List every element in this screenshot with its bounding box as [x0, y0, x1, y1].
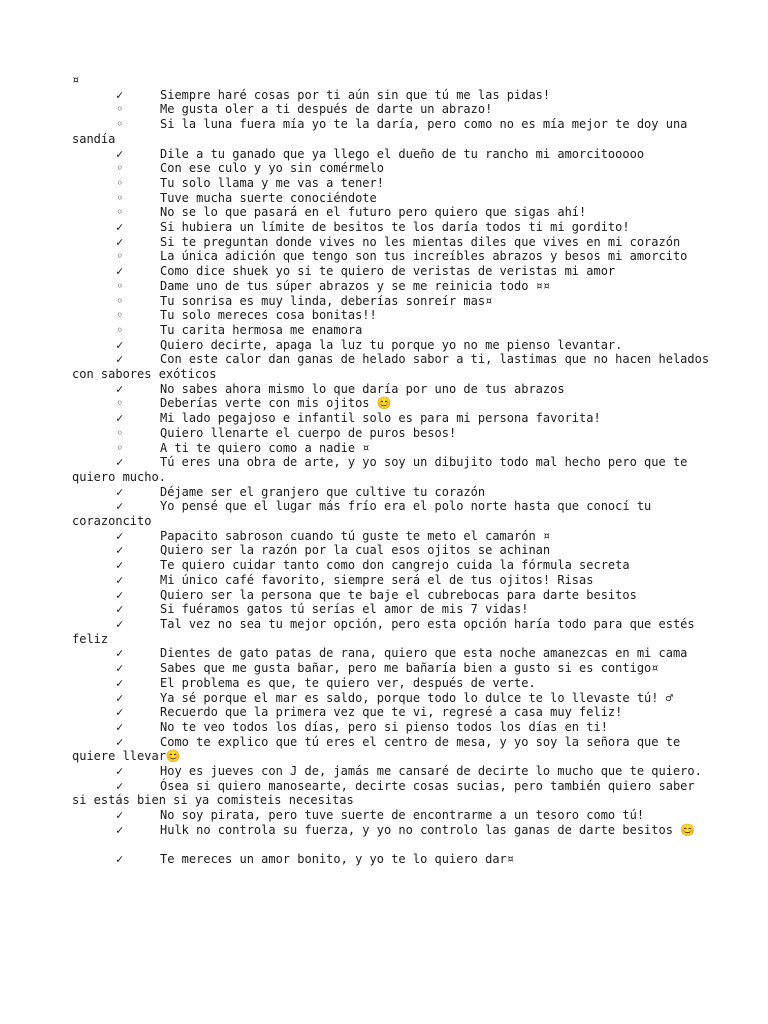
- top-mark: ¤: [72, 73, 80, 87]
- list-item: [72, 441, 712, 456]
- list-item-text: Dile a tu ganado que ya llego el dueño de tu rancho mi amorcitooooo: [160, 146, 645, 161]
- check-bullet-icon: ✓: [116, 499, 124, 514]
- phrase-list: [72, 87, 717, 867]
- list-item-text: Como te explico que tú eres el centro de mesa, y yo soy la señora que te quiere llevar😊: [72, 734, 688, 764]
- list-item-text: Tu sonrisa es muy linda, deberías sonreír mas¤: [160, 293, 493, 308]
- list-item: [72, 499, 712, 528]
- list-item: [72, 396, 712, 411]
- list-item: [72, 117, 712, 146]
- check-bullet-icon: ✓: [116, 764, 124, 779]
- list-item: [72, 235, 712, 250]
- list-item-text: No se lo que pasará en el futuro pero quiero que sigas ahí!: [160, 205, 587, 220]
- list-item-text: Quiero decirte, apaga la luz tu porque yo no me pienso levantar.: [160, 337, 623, 352]
- list-item: [72, 558, 712, 573]
- check-bullet-icon: ✓: [116, 808, 124, 823]
- list-item: [72, 852, 712, 867]
- list-item-text: Dientes de gato patas de rana, quiero que esta noche amanezcas en mi cama: [160, 646, 688, 661]
- circle-bullet-icon: ◦: [116, 190, 124, 205]
- list-item-text: Tuve mucha suerte conociéndote: [160, 190, 377, 205]
- list-item: [72, 485, 712, 500]
- list-item-text: El problema es que, te quiero ver, después de verte.: [160, 675, 536, 690]
- list-item-text: Mi lado pegajoso e infantil solo es para mi persona favorita!: [160, 411, 601, 426]
- list-item: [72, 661, 712, 676]
- list-item: [72, 529, 712, 544]
- check-bullet-icon: ✓: [116, 705, 124, 720]
- check-bullet-icon: ✓: [116, 646, 124, 661]
- list-item-text: Mi único café favorito, siempre será el de tus ojitos! Risas: [160, 572, 594, 587]
- list-item-text: Hoy es jueves con J de, jamás me cansaré de decirte lo mucho que te quiero.: [160, 764, 702, 779]
- check-bullet-icon: ✓: [116, 352, 124, 367]
- list-item-text: No te veo todos los días, pero si pienso todos los días en ti!: [160, 719, 608, 734]
- document-page: [72, 73, 717, 867]
- list-item-text: Ósea si quiero manosearte, decirte cosas sucias, pero también quiero saber si estás bien si ya comisteis necesitas: [72, 778, 702, 808]
- list-item-text: Déjame ser el granjero que cultive tu corazón: [160, 484, 486, 499]
- list-item-text: Tu solo mereces cosa bonitas!!: [160, 308, 377, 323]
- list-item-text: Dame uno de tus súper abrazos y se me reinicia todo ¤¤: [160, 278, 551, 293]
- list-item-text: Quiero ser la persona que te baje el cubrebocas para darte besitos: [160, 587, 637, 602]
- list-item-text: Tu carita hermosa me enamora: [160, 322, 363, 337]
- list-item: [72, 646, 712, 661]
- circle-bullet-icon: ◦: [116, 278, 124, 293]
- list-item: [72, 764, 712, 779]
- list-item: [72, 249, 712, 264]
- list-item: [72, 308, 712, 323]
- list-item: [72, 411, 712, 426]
- list-item-text: No soy pirata, pero tuve suerte de encontrarme a un tesoro como tú!: [160, 808, 645, 823]
- check-bullet-icon: ✓: [116, 690, 124, 705]
- list-item: [72, 352, 717, 382]
- circle-bullet-icon: ◦: [116, 117, 124, 132]
- list-item-text: No sabes ahora mismo lo que daría por uno de tus abrazos: [160, 381, 565, 396]
- circle-bullet-icon: ◦: [116, 308, 124, 323]
- list-item-text: Te mereces un amor bonito, y yo te lo quiero dar¤: [160, 852, 515, 867]
- list-item: [72, 176, 712, 191]
- check-bullet-icon: ✓: [116, 602, 124, 617]
- list-item: [72, 676, 712, 691]
- list-item: [72, 382, 712, 397]
- list-item-text: Hulk no controla su fuerza, y yo no controlo las ganas de darte besitos 😊: [160, 822, 696, 837]
- list-item: [72, 735, 712, 764]
- check-bullet-icon: ✓: [116, 719, 124, 734]
- list-item: [72, 455, 712, 484]
- circle-bullet-icon: ◦: [116, 293, 124, 308]
- list-item-text: Recuerdo que la primera vez que te vi, regresé a casa muy feliz!: [160, 705, 623, 720]
- check-bullet-icon: ✓: [116, 543, 124, 558]
- list-item-text: Tú eres una obra de arte, y yo soy un dibujito todo mal hecho pero que te quiero mucho.: [72, 455, 695, 484]
- list-item: [72, 691, 712, 706]
- list-item: [72, 617, 712, 646]
- list-item: [72, 88, 712, 103]
- list-item: [72, 426, 712, 441]
- circle-bullet-icon: ◦: [116, 396, 124, 411]
- list-item-text: Ya sé porque el mar es saldo, porque todo lo dulce te lo llevaste tú! ♂: [160, 690, 673, 705]
- check-bullet-icon: ✓: [116, 234, 124, 249]
- check-bullet-icon: ✓: [116, 572, 124, 587]
- check-bullet-icon: ✓: [116, 852, 124, 867]
- list-item-text: Siempre haré cosas por ti aún sin que tú me las pidas!: [160, 87, 551, 102]
- check-bullet-icon: ✓: [116, 87, 124, 102]
- list-item-text: A ti te quiero como a nadie ¤: [160, 440, 370, 455]
- check-bullet-icon: ✓: [116, 675, 124, 690]
- list-item: [72, 323, 712, 338]
- list-item-text: Con ese culo y yo sin comérmelo: [160, 161, 384, 176]
- circle-bullet-icon: ◦: [116, 425, 124, 440]
- check-bullet-icon: ✓: [116, 484, 124, 499]
- list-item-text: Sabes que me gusta bañar, pero me bañaría bien a gusto si es contigo¤: [160, 661, 659, 676]
- list-item: [72, 102, 712, 117]
- list-item-text: Me gusta oler a ti después de darte un abrazo!: [160, 102, 493, 117]
- circle-bullet-icon: ◦: [116, 175, 124, 190]
- circle-bullet-icon: ◦: [116, 322, 124, 337]
- check-bullet-icon: ✓: [116, 381, 124, 396]
- check-bullet-icon: ✓: [116, 558, 124, 573]
- list-item: [72, 823, 712, 838]
- list-item: [72, 294, 712, 309]
- list-item-text: Quiero ser la razón por la cual esos ojitos se achinan: [160, 543, 551, 558]
- list-item-text: Te quiero cuidar tanto como don cangrejo cuida la fórmula secreta: [160, 558, 630, 573]
- spacer: [72, 838, 712, 853]
- list-item: [72, 602, 712, 617]
- circle-bullet-icon: ◦: [116, 102, 124, 117]
- check-bullet-icon: ✓: [116, 822, 124, 837]
- list-item: [72, 279, 712, 294]
- check-bullet-icon: ✓: [116, 337, 124, 352]
- list-item-text: Si hubiera un límite de besitos te los daría todos ti mi gordito!: [160, 220, 630, 235]
- check-bullet-icon: ✓: [116, 455, 124, 470]
- list-item: [72, 205, 712, 220]
- list-item: [72, 543, 712, 558]
- circle-bullet-icon: ◦: [116, 249, 124, 264]
- check-bullet-icon: ✓: [116, 264, 124, 279]
- circle-bullet-icon: ◦: [116, 205, 124, 220]
- check-bullet-icon: ✓: [116, 661, 124, 676]
- list-item-text: Si la luna fuera mía yo te la daría, pero como no es mía mejor te doy una sandía: [72, 117, 695, 146]
- list-item-text: Yo pensé que el lugar más frío era el polo norte hasta que conocí tu corazoncito: [72, 499, 659, 529]
- list-item: [72, 808, 712, 823]
- circle-bullet-icon: ◦: [116, 161, 124, 176]
- list-item: [72, 264, 712, 279]
- list-item-text: Quiero llenarte el cuerpo de puros besos!: [160, 425, 457, 440]
- list-item: [72, 220, 712, 235]
- check-bullet-icon: ✓: [116, 778, 124, 793]
- list-item-text: Tu solo llama y me vas a tener!: [160, 175, 384, 190]
- list-item-text: Como dice shuek yo si te quiero de veristas de veristas mi amor: [160, 264, 616, 279]
- list-item: [72, 720, 712, 735]
- check-bullet-icon: ✓: [116, 146, 124, 161]
- list-item-text: Si fuéramos gatos tú serías el amor de mis 7 vidas!: [160, 602, 529, 617]
- circle-bullet-icon: ◦: [116, 440, 124, 455]
- list-item: [72, 161, 712, 176]
- list-item: [72, 573, 712, 588]
- list-item: [72, 705, 712, 720]
- list-item-text: La única adición que tengo son tus increíbles abrazos y besos mi amorcito: [160, 249, 688, 264]
- check-bullet-icon: ✓: [116, 617, 124, 631]
- check-bullet-icon: ✓: [116, 587, 124, 602]
- list-item: [72, 588, 712, 603]
- list-item: [72, 147, 712, 162]
- list-item: [72, 779, 712, 808]
- list-item-text: Deberías verte con mis ojitos 😊: [160, 396, 392, 411]
- list-item-text: Con este calor dan ganas de helado sabor a ti, lastimas que no hacen helados con sabores exóticos: [72, 352, 717, 382]
- list-item: [72, 191, 712, 206]
- check-bullet-icon: ✓: [116, 220, 124, 235]
- list-item: [72, 338, 712, 353]
- check-bullet-icon: ✓: [116, 528, 124, 543]
- list-item-text: Si te preguntan donde vives no les mientas diles que vives en mi corazón: [160, 234, 681, 249]
- check-bullet-icon: ✓: [116, 411, 124, 426]
- list-item-text: Tal vez no sea tu mejor opción, pero esta opción haría todo para que estés feliz: [72, 617, 702, 646]
- list-item-text: Papacito sabroson cuando tú guste te meto el camarón ¤: [160, 528, 551, 543]
- check-bullet-icon: ✓: [116, 734, 124, 749]
